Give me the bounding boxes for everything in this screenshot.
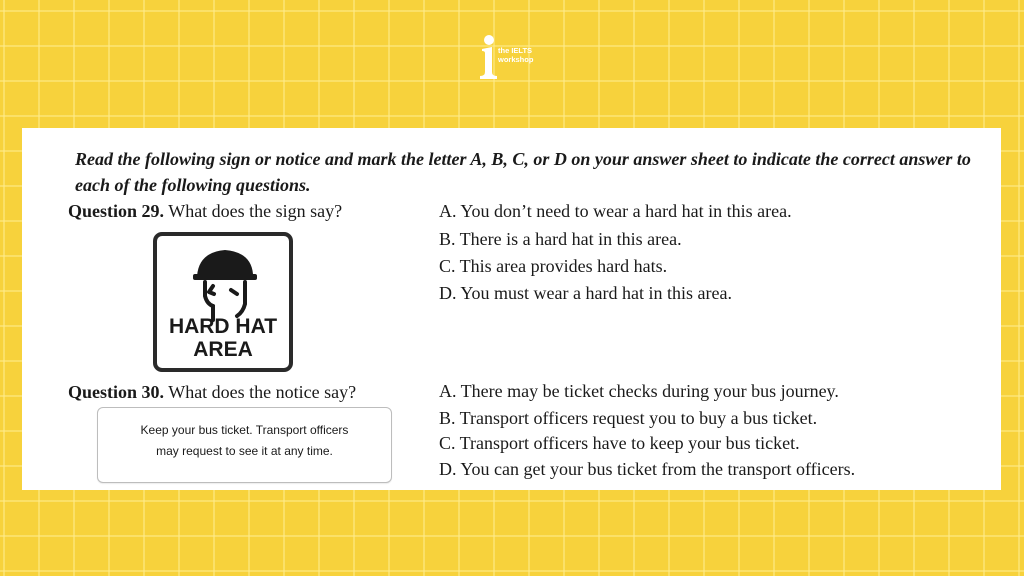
- notice-text: [106, 420, 383, 462]
- exam-sheet: [22, 128, 1001, 490]
- notice-text-line1: Keep your bus ticket. Transport officers: [140, 423, 349, 437]
- question-30-option-d: D. You can get your bus ticket from the transport officers.: [439, 459, 856, 479]
- question-30-option-b: B. Transport officers request you to buy a bus ticket.: [439, 408, 818, 428]
- logo-wordmark: [498, 46, 533, 64]
- question-30-option-a: A. There may be ticket checks during your bus journey.: [439, 381, 839, 401]
- cropped-text-line: [272, 128, 532, 132]
- logo-text-line1: the IELTS: [498, 46, 533, 55]
- notice-text-line2: may request to see it at any time.: [156, 444, 333, 458]
- instruction-text: Read the following sign or notice and mark the letter A, B, C, or D on your answer sheet to indicate the correct answer to each of the following questions.: [75, 149, 971, 195]
- ielts-workshop-logo: [476, 34, 556, 82]
- bus-ticket-notice: [97, 407, 392, 483]
- question-30-number: Question 30.: [68, 382, 165, 402]
- question-30-option-c: C. Transport officers have to keep your bus ticket.: [439, 433, 800, 453]
- hard-hat-sign: [153, 232, 293, 372]
- question-29-text: What does the sign say?: [168, 201, 343, 221]
- question-29-option-a: A. You don’t need to wear a hard hat in this area.: [439, 201, 792, 221]
- question-29-option-d: D. You must wear a hard hat in this area.: [439, 283, 732, 303]
- hard-hat-worker-icon: [183, 246, 267, 322]
- question-29: [68, 201, 342, 222]
- logo-text-line2: workshop: [498, 55, 534, 64]
- sign-text-line1: HARD HAT: [168, 315, 278, 338]
- question-29-option-c: C. This area provides hard hats.: [439, 256, 668, 276]
- question-30-text: What does the notice say?: [168, 382, 357, 402]
- question-30: [68, 382, 356, 403]
- question-29-option-b: B. There is a hard hat in this area.: [439, 229, 682, 249]
- sign-text-line2: AREA: [193, 338, 253, 361]
- question-29-number: Question 29.: [68, 201, 165, 221]
